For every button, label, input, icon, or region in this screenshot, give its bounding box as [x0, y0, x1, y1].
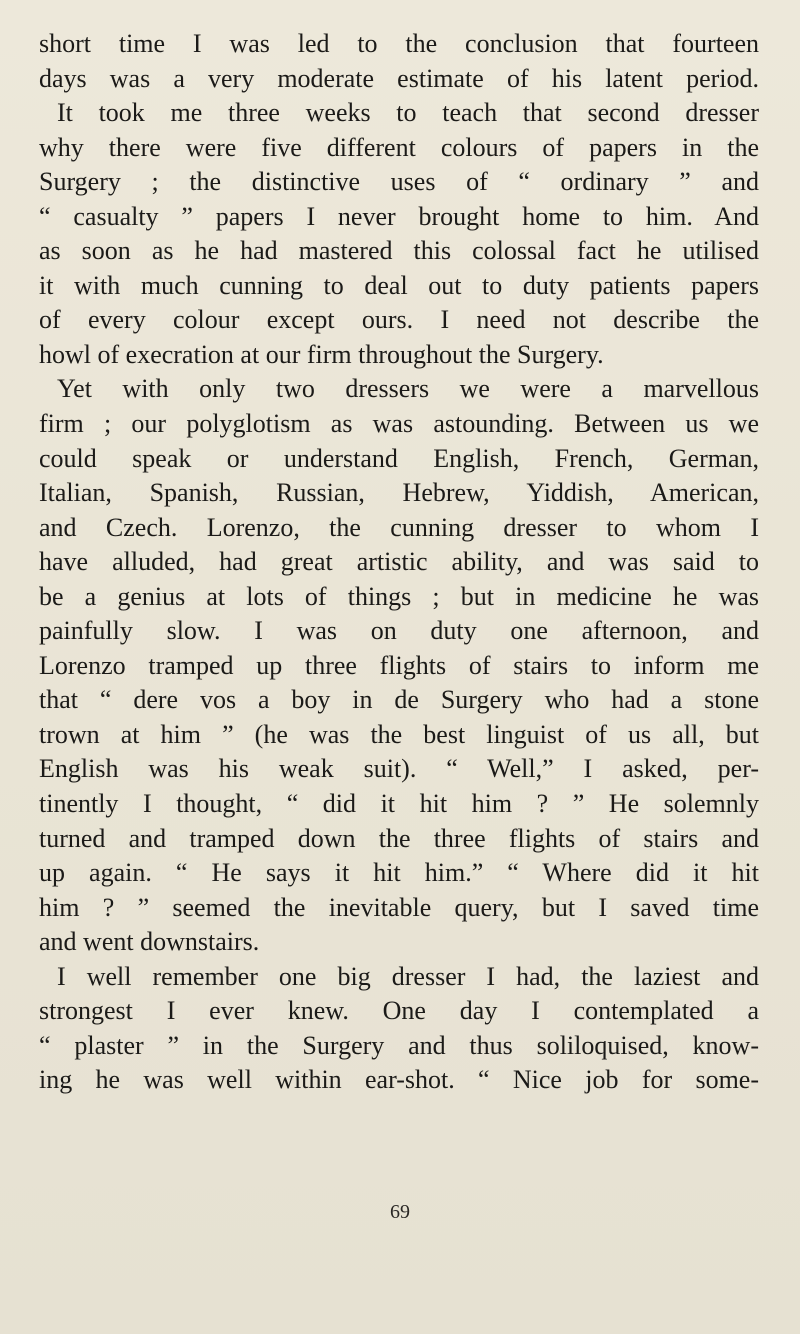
text-line: howl of execration at our firm throughout the Surgery.	[39, 339, 604, 369]
text-line: that “ dere vos a boy in de Surgery who had a stone	[39, 685, 759, 715]
body-text	[39, 27, 759, 1098]
text-line: be a genius at lots of things ; but in medicine he was	[39, 581, 759, 611]
text-line: trown at him ” (he was the best linguist of us all, but	[39, 719, 759, 749]
text-line: up again. “ He says it hit him.” “ Where did it hit	[39, 858, 759, 888]
text-line: strongest I ever knew. One day I contemplated a	[39, 996, 759, 1026]
text-line: and went downstairs.	[39, 927, 260, 957]
text-line: as soon as he had mastered this colossal fact he utilised	[39, 236, 759, 266]
text-line: Lorenzo tramped up three flights of stairs to inform me	[39, 650, 759, 680]
text-line: tinently I thought, “ did it hit him ? ” He solemnly	[39, 789, 759, 819]
text-line: short time I was led to the conclusion that fourteen	[39, 29, 759, 58]
text-line: days was a very moderate estimate of his latent period.	[39, 63, 759, 93]
text-line: could speak or understand English, French, German,	[39, 443, 759, 473]
text-line: have alluded, had great artistic ability, and was said to	[39, 547, 759, 577]
text-line: turned and tramped down the three flights of stairs and	[39, 823, 759, 853]
text-line: Yet with only two dressers we were a marvellous	[57, 374, 759, 404]
text-line: English was his weak suit). “ Well,” I asked, per-	[39, 754, 759, 784]
text-line: “ casualty ” papers I never brought home to him. And	[39, 201, 759, 231]
text-line: I well remember one big dresser I had, the laziest and	[57, 961, 759, 991]
text-line: it with much cunning to deal out to duty patients papers	[39, 270, 759, 300]
text-line: Surgery ; the distinctive uses of “ ordinary ” and	[39, 167, 759, 197]
text-line: of every colour except ours. I need not describe the	[39, 305, 759, 335]
text-line: him ? ” seemed the inevitable query, but I saved time	[39, 892, 759, 922]
text-line: painfully slow. I was on duty one afternoon, and	[39, 616, 759, 646]
text-line: firm ; our polyglotism as was astounding. Between us we	[39, 409, 759, 439]
text-line: Italian, Spanish, Russian, Hebrew, Yiddish, American,	[39, 478, 759, 508]
text-line: “ plaster ” in the Surgery and thus soliloquised, know-	[39, 1030, 759, 1060]
text-line: why there were five different colours of papers in the	[39, 132, 759, 162]
text-line: ing he was well within ear-shot. “ Nice job for some-	[39, 1065, 759, 1095]
text-line: It took me three weeks to teach that second dresser	[57, 98, 759, 128]
text-line: and Czech. Lorenzo, the cunning dresser to whom I	[39, 512, 759, 542]
page-number: 69	[390, 1201, 410, 1223]
